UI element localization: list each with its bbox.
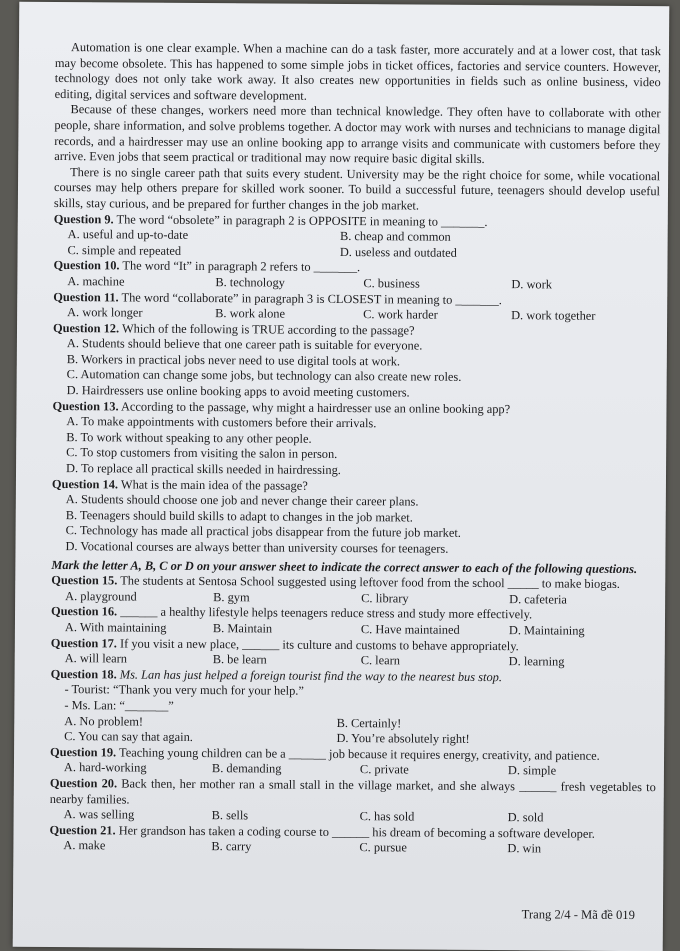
option-c[interactable]: C. Have maintained [360,622,460,637]
option-a[interactable]: A. hard-working [63,760,147,775]
option-b[interactable]: B. demanding [211,761,282,776]
option-a[interactable]: A. make [63,838,106,853]
option-b[interactable]: B. Certainly! [336,715,402,730]
option-b[interactable]: B. work alone [215,306,286,321]
option-d[interactable]: D. simple [507,763,557,778]
option-d[interactable]: D. Maintaining [508,623,585,638]
option-a[interactable]: A. was selling [63,807,135,822]
option-a[interactable]: A. Students should believe that one career path is suitable for everyone. [66,336,423,353]
options-row [49,838,655,858]
question-stem: The students at Sentosa School suggested using leftover food from the school _____ to make biogas. [120,573,620,592]
question-label: Question 19. [50,744,117,760]
question-stem: ______ a healthy lifestyle helps teenagers reduce stress and study more effectively. [120,604,533,622]
option-a[interactable]: A. To make appointments with customers before their arrivals. [66,414,377,431]
option-c[interactable]: C. You can say that again. [64,729,193,745]
option-c[interactable]: C. pursue [359,840,407,855]
question-stem: Ms. Lan has just helped a foreign tourist find the way to the nearest bus stop. [119,667,503,684]
question-label: Question 16. [51,604,118,619]
question-label: Question 12. [52,320,120,336]
option-c[interactable]: C. work harder [363,307,438,322]
option-d[interactable]: D. You’re absolutely right! [336,731,470,747]
option-b[interactable]: B. gym [213,589,250,605]
question-stem: The word “obsolete” in paragraph 2 is OPPOSITE in meaning to _______. [116,211,488,229]
option-c[interactable]: C. learn [360,653,400,668]
question-label: Question 21. [49,822,116,838]
option-a[interactable]: A. work longer [67,305,143,320]
question-label: Question 18. [50,666,117,682]
option-c[interactable]: C. private [359,762,409,777]
passage-paragraph-1: Automation is one clear example. When a machine can do a task faster, more accurately and at a lower cost, that task may become obsolete. This has happened to some simple jobs in ticket offices, factories and service counters. However, technology does not only take work away. It also creates new opportunities in fields such as online business, video editing, digital services and software development. [54,40,662,103]
question-label: Question 11. [53,289,119,304]
page-content [49,40,661,858]
question-label: Question 13. [52,398,119,414]
question-20 [50,776,656,811]
question-label: Question 15. [51,573,118,588]
question-label: Question 14. [51,476,119,492]
option-a[interactable]: A. playground [65,588,137,604]
option-b[interactable]: B. Teenagers should build skills to adapt to changes in the job market. [65,507,413,525]
option-a[interactable]: A. machine [67,273,125,289]
option-b[interactable]: B. cheap and common [339,229,451,244]
option-d[interactable]: D. win [507,841,542,856]
question-label: Question 10. [53,258,120,273]
option-a[interactable]: A. useful and up-to-date [67,227,189,243]
question-stem: What is the main idea of the passage? [120,477,308,493]
option-c[interactable]: C. Technology has made all practical jobs disappear from the future job market. [65,523,461,541]
option-d[interactable]: D. cafeteria [509,591,567,607]
option-b[interactable]: B. be learn [212,652,267,667]
option-d[interactable]: D. Vocational courses are always better than university courses for teenagers. [65,539,449,556]
option-b[interactable]: B. sells [211,808,249,823]
page-footer: Trang 2/4 - Mã đề 019 [521,907,635,923]
section-instruction: Mark the letter A, B, C or D on your answer sheet to indicate the correct answer to each of the following questions. [51,557,638,576]
option-c[interactable]: C. library [361,590,409,606]
exam-page [13,2,670,951]
option-b[interactable]: B. carry [211,839,252,854]
option-d[interactable]: D. useless and outdated [339,244,457,260]
option-d[interactable]: D. sold [507,810,544,825]
question-stem: Teaching young children can be a ______ job because it requires energy, creativity, and patience. [118,745,600,763]
option-b[interactable]: B. Maintain [212,621,273,636]
question-stem: According to the passage, why might a hairdresser use an online booking app? [120,399,511,416]
option-d[interactable]: D. work [511,277,553,292]
option-b[interactable]: B. Workers in practical jobs never need to use digital tools at work. [66,351,401,369]
option-c[interactable]: C. To stop customers from visiting the salon in person. [66,445,338,462]
option-a[interactable]: A. With maintaining [64,620,167,635]
option-c[interactable]: C. Automation can change some jobs, but technology can also create new roles. [66,367,462,385]
passage-paragraph-2: Because of these changes, workers need more than technical knowledge. They often have to collaborate with other people, share information, and solve problems together. A doctor may work with nurses and technicians to manage digital records, and a hairdresser may use an online booking app to arrange visits and communicate with customers before they arrive. Even jobs that seem practical or traditional may now require basic digital skills. [54,102,661,167]
option-d[interactable]: D. To replace all practical skills needed in hairdressing. [66,461,341,478]
question-stem: Which of the following is TRUE according to the passage? [121,321,415,338]
option-b[interactable]: B. technology [215,275,285,290]
option-a[interactable]: A. will learn [64,651,128,666]
question-stem: If you visit a new place, ______ its culture and customs to behave appropriately. [119,636,519,653]
dialog-tourist: - Tourist: “Thank you very much for your help.” [64,682,304,699]
option-d[interactable]: D. learning [508,654,565,669]
option-d[interactable]: D. work together [511,308,596,323]
option-b[interactable]: B. To work without speaking to any other people. [66,429,312,446]
passage-paragraph-3: There is no single career path that suits every student. University may be the right choice for some, while vocational courses may help others prepare for skilled work sooner. To build a successful future, teenagers should develop useful skills, stay curious, and be prepared for further changes in the job market. [53,164,661,213]
question-label: Question 20. [49,775,118,791]
question-label: Question 9. [53,211,114,226]
question-stem: Her grandson has taken a coding course to ______ his dream of becoming a software developer. [118,823,595,841]
option-a[interactable]: A. Students should choose one job and never change their career plans. [65,492,419,509]
dialog-ms-lan: - Ms. Lan: “_______” [64,698,174,713]
option-d[interactable]: D. Hairdressers use online booking apps to avoid meeting customers. [66,383,410,400]
question-label: Question 17. [50,635,117,651]
question-stem: Back then, her mother ran a small stall in the village market, and she always ______ fresh vegetables to nearby families. [49,776,656,807]
option-c[interactable]: C. simple and repeated [67,242,182,258]
question-stem: The word “collaborate” in paragraph 3 is CLOSEST in meaning to _______. [121,289,502,307]
option-a[interactable]: A. No problem! [64,713,144,729]
option-c[interactable]: C. business [363,276,420,291]
option-c[interactable]: C. has sold [359,809,415,824]
question-stem: The word “It” in paragraph 2 refers to _______. [122,258,361,275]
